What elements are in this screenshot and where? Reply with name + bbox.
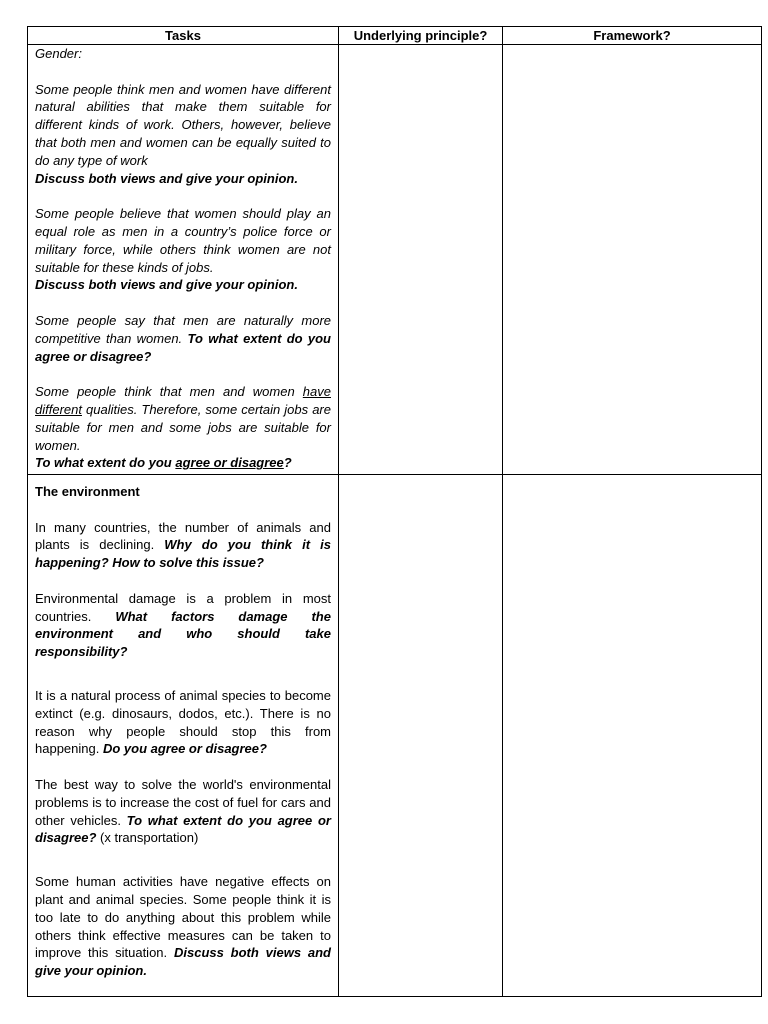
underlined-word: different [35, 401, 82, 417]
task-text: Environmental damage is a problem in most countries. [35, 590, 331, 624]
task-item [35, 519, 331, 572]
task-item [35, 312, 331, 365]
table-row-gender [28, 45, 762, 475]
underlined-word: have [302, 384, 331, 400]
task-question: Discuss both views and give your opinion. [35, 277, 298, 293]
header-underlying-principle: Underlying principle? [339, 27, 503, 45]
task-text: qualities. Therefore, some certain jobs are suitable for men and some jobs are suitable for women. [35, 401, 331, 453]
task-text: Some people believe that women should play an equal role as men in a country’s police force or military force, while others think women are not suitable for these kinds of jobs. [35, 206, 331, 275]
task-item [35, 776, 331, 847]
header-framework: Framework? [503, 27, 762, 45]
task-item [35, 687, 331, 758]
task-item [35, 590, 331, 661]
framework-cell-environment[interactable] [503, 475, 762, 997]
table-row-environment [28, 475, 762, 997]
task-text: Some human activities have negative effects on plant and animal species. Some people think it is too late to do anything about this problem while others think effective measures can be taken to improve this situation. [35, 874, 331, 961]
task-question: Why do you think it is happening? How to solve this issue? [35, 537, 331, 571]
task-item [35, 205, 331, 294]
task-question: What factors damage the environment and who should take responsibility? [35, 608, 331, 660]
task-question: Discuss both views and give your opinion. [35, 170, 298, 186]
tasks-cell-environment [28, 475, 339, 997]
task-question-part: ? [283, 455, 292, 471]
header-tasks: Tasks [28, 27, 339, 45]
framework-cell-gender[interactable] [503, 45, 762, 475]
task-item [35, 81, 331, 188]
header-row [28, 27, 762, 45]
principle-cell-gender[interactable] [339, 45, 503, 475]
tasks-table [27, 26, 762, 997]
task-item [35, 873, 331, 980]
task-text: Some people think that men and women [35, 384, 295, 400]
task-item [35, 383, 331, 472]
task-question-underlined: agree or disagree [175, 455, 284, 471]
section-title-gender: Gender: [35, 46, 82, 61]
task-question: Do you agree or disagree? [102, 741, 267, 757]
principle-cell-environment[interactable] [339, 475, 503, 997]
task-text: In many countries, the number of animals and plants is declining. [35, 519, 331, 553]
task-text: It is a natural process of animal species to become extinct (e.g. dinosaurs, dodos, etc.). There is no reason why people should stop this from happening. [35, 687, 331, 757]
task-question [35, 454, 331, 472]
task-text: Some people think men and women have different natural abilities that make them suitable for different kinds of work. Others, however, believe that both men and women can be equally suited to do any type of work [35, 81, 331, 168]
task-question: Discuss both views and give your opinion. [35, 945, 331, 979]
task-question: To what extent do you agree or disagree? [35, 330, 332, 364]
tasks-cell-gender [28, 45, 339, 475]
section-title-environment: The environment [35, 484, 140, 499]
task-question-part: To what extent do you [35, 455, 172, 471]
task-note: (x transportation) [100, 830, 199, 846]
task-question: To what extent do you agree or disagree? [35, 812, 331, 846]
task-text: The best way to solve the world's environmental problems is to increase the cost of fuel for cars and other vehicles. [35, 776, 331, 828]
task-text: Some people say that men are naturally more competitive than women. [35, 312, 331, 346]
